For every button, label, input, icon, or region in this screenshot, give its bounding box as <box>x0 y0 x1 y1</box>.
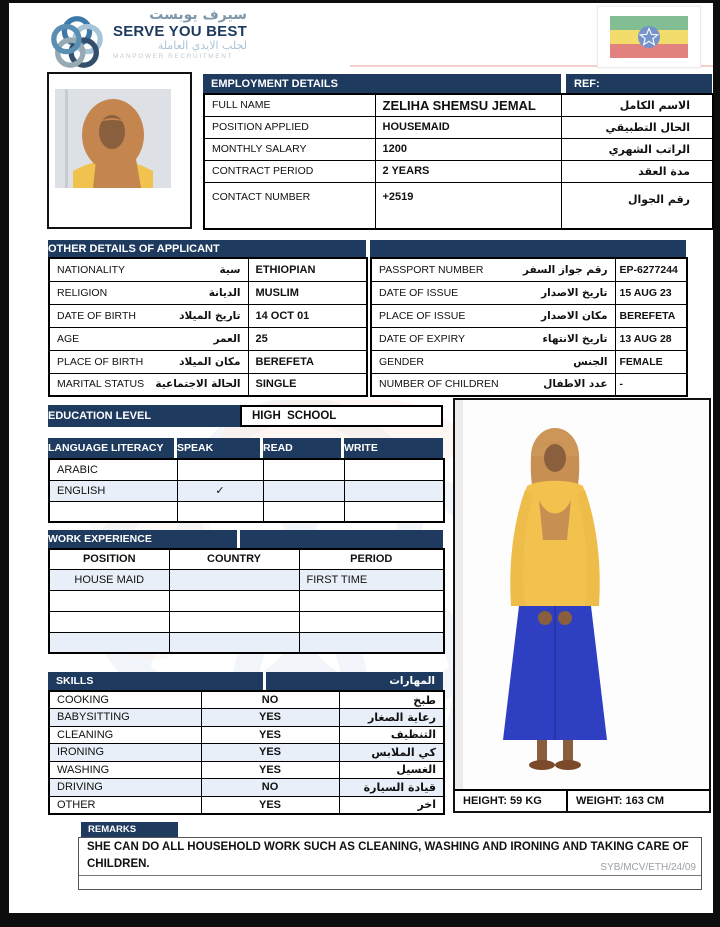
table-row <box>49 691 444 709</box>
field-value: BEREFETA <box>248 350 367 373</box>
table-row <box>49 258 367 281</box>
write-mark <box>344 459 444 480</box>
field-label: POSITION APPLIED <box>204 116 375 138</box>
skills-title-arabic: المهارات <box>389 675 435 687</box>
field-label-arabic: الديانة <box>208 286 241 299</box>
skill-arabic: كي الملابس <box>339 744 444 762</box>
logo-tagline: MANPOWER RECRUITMENT <box>113 52 234 60</box>
field-label-arabic: تاريخ الانتهاء <box>542 332 608 345</box>
remarks-text: SHE CAN DO ALL HOUSEHOLD WORK SUCH AS CLEANING, WASHING AND IRONING AND TAKING CARE OF CHILDREN. <box>79 838 701 876</box>
speak-column-header: SPEAK <box>177 438 260 458</box>
field-label: AGE <box>57 332 80 345</box>
table-row <box>49 327 367 350</box>
field-label: DATE OF BIRTH <box>57 309 136 322</box>
experience-position <box>49 611 169 632</box>
field-label: MARITAL STATUS <box>57 378 145 391</box>
field-label-arabic: الاسم الكامل <box>561 94 713 116</box>
skill-name: OTHER <box>49 796 201 814</box>
weight-value: WEIGHT: 163 CM <box>576 795 665 807</box>
page-top-border <box>9 0 720 3</box>
read-mark <box>263 480 344 501</box>
field-value: EP-6277244 <box>615 258 687 281</box>
agency-logo <box>48 8 247 70</box>
field-value: BEREFETA <box>615 304 687 327</box>
table-row <box>371 373 687 396</box>
field-label: MONTHLY SALARY <box>204 138 375 160</box>
language-literacy-title: LANGUAGE LITERACY <box>48 438 174 458</box>
field-value: ZELIHA SHEMSU JEMAL <box>375 94 561 116</box>
logo-name: SERVE YOU BEST <box>113 22 247 40</box>
field-value: ETHIOPIAN <box>248 258 367 281</box>
field-label-arabic: رقم الجوال <box>561 182 713 229</box>
page-left-border <box>0 0 9 927</box>
other-details-left-table <box>48 257 366 397</box>
field-label: PLACE OF BIRTH <box>57 355 144 368</box>
field-label: NATIONALITY <box>57 263 126 276</box>
table-row <box>49 350 367 373</box>
ethiopia-flag-card <box>597 6 701 68</box>
language-literacy-header <box>48 438 443 458</box>
experience-position <box>49 590 169 611</box>
table-row <box>49 744 444 762</box>
field-label-arabic: مدة العقد <box>561 160 713 182</box>
skill-arabic: طبخ <box>339 691 444 709</box>
field-value: 13 AUG 28 <box>615 327 687 350</box>
table-row <box>371 281 687 304</box>
field-label: CONTACT NUMBER <box>204 182 375 229</box>
employment-details-title: EMPLOYMENT DETAILS <box>203 74 561 93</box>
table-row <box>49 632 444 653</box>
period-column-header: PERIOD <box>299 549 444 569</box>
language-literacy-table <box>48 458 443 523</box>
table-row <box>49 304 367 327</box>
table-row <box>49 501 444 522</box>
field-label: CONTRACT PERIOD <box>204 160 375 182</box>
document-reference-code: SYB/MCV/ETH/24/09 <box>600 862 696 873</box>
table-row <box>49 611 444 632</box>
other-details-right-table <box>370 257 686 397</box>
country-column-header: COUNTRY <box>169 549 299 569</box>
skill-value: YES <box>201 709 339 727</box>
measurements-row <box>455 789 709 811</box>
skills-table <box>48 690 443 815</box>
other-details-header <box>48 240 366 257</box>
field-value: +2519 <box>375 182 561 229</box>
field-label-arabic: مكان الاصدار <box>541 309 608 322</box>
field-value: 14 OCT 01 <box>248 304 367 327</box>
field-value: HOUSEMAID <box>375 116 561 138</box>
table-row <box>49 590 444 611</box>
skill-value: YES <box>201 796 339 814</box>
skill-arabic: الغسيل <box>339 761 444 779</box>
table-row <box>371 304 687 327</box>
skill-value: NO <box>201 779 339 797</box>
field-label-arabic: الحال التطبيقي <box>561 116 713 138</box>
work-experience-header <box>48 530 443 548</box>
field-label: NUMBER OF CHILDREN <box>379 378 499 391</box>
field-label: RELIGION <box>57 286 108 299</box>
skill-name: CLEANING <box>49 726 201 744</box>
skill-arabic: قيادة السيارة <box>339 779 444 797</box>
field-label-arabic: عدد الاطفال <box>543 378 608 391</box>
field-label-arabic: الحالة الاجتماعية <box>155 378 241 391</box>
experience-period <box>299 590 444 611</box>
write-mark <box>344 480 444 501</box>
experience-position <box>49 632 169 653</box>
skill-arabic: التنظيف <box>339 726 444 744</box>
experience-position: HOUSE MAID <box>49 569 169 590</box>
field-label-arabic: تاريخ الاصدار <box>541 286 608 299</box>
applicant-fullbody-photo <box>455 400 709 791</box>
employment-details-table <box>203 93 712 230</box>
write-mark <box>344 501 444 522</box>
experience-period <box>299 611 444 632</box>
skill-name: WASHING <box>49 761 201 779</box>
field-value: 15 AUG 23 <box>615 281 687 304</box>
field-value: - <box>615 373 687 396</box>
field-value: SINGLE <box>248 373 367 396</box>
other-details-header-right <box>370 240 686 257</box>
table-row <box>49 480 444 501</box>
skills-title: SKILLS <box>56 675 94 687</box>
logo-knot-icon <box>48 12 106 70</box>
page-right-border <box>713 0 720 913</box>
field-label-arabic: سية <box>219 263 241 276</box>
skill-value: YES <box>201 744 339 762</box>
field-label-arabic: الجنس <box>573 355 608 368</box>
experience-period: FIRST TIME <box>299 569 444 590</box>
field-label-arabic: العمر <box>213 332 241 345</box>
skill-name: DRIVING <box>49 779 201 797</box>
experience-country <box>169 611 299 632</box>
experience-period <box>299 632 444 653</box>
work-experience-table <box>48 548 443 654</box>
table-header-row <box>49 549 444 569</box>
applicant-headshot-photo <box>55 89 171 188</box>
field-label: DATE OF ISSUE <box>379 286 459 299</box>
table-row <box>204 116 713 138</box>
table-row <box>49 373 367 396</box>
position-column-header: POSITION <box>49 549 169 569</box>
applicant-fullbody-box <box>453 398 711 813</box>
speak-check-mark: ✓ <box>177 480 263 501</box>
logo-arabic-name: سيرف يوبست <box>149 7 247 23</box>
table-row <box>49 761 444 779</box>
field-label-arabic: تاريخ الميلاد <box>179 309 241 322</box>
field-value: 2 YEARS <box>375 160 561 182</box>
field-label-arabic: الراتب الشهري <box>561 138 713 160</box>
table-row <box>49 726 444 744</box>
speak-mark <box>177 459 263 480</box>
table-row <box>204 94 713 116</box>
language-name: ENGLISH <box>49 480 177 501</box>
skill-value: NO <box>201 691 339 709</box>
skill-name: IRONING <box>49 744 201 762</box>
read-mark <box>263 459 344 480</box>
ethiopia-flag-icon <box>610 16 688 58</box>
table-row <box>204 138 713 160</box>
table-row <box>49 281 367 304</box>
field-label: GENDER <box>379 355 424 368</box>
field-label: FULL NAME <box>204 94 375 116</box>
skill-value: YES <box>201 726 339 744</box>
skill-name: BABYSITTING <box>49 709 201 727</box>
language-name <box>49 501 177 522</box>
applicant-headshot-box <box>47 72 192 229</box>
read-column-header: READ <box>263 438 341 458</box>
table-row <box>49 796 444 814</box>
write-column-header: WRITE <box>344 438 443 458</box>
skill-arabic: رعاية الصغار <box>339 709 444 727</box>
other-details-title: OTHER DETAILS OF APPLICANT <box>48 242 220 255</box>
table-row <box>371 327 687 350</box>
logo-arabic-tagline: لجلب الايدي العاملة <box>157 39 247 53</box>
work-experience-title: WORK EXPERIENCE <box>48 533 152 545</box>
table-row <box>204 160 713 182</box>
experience-country <box>169 569 299 590</box>
field-value: FEMALE <box>615 350 687 373</box>
experience-country <box>169 632 299 653</box>
ref-label: REF: <box>566 74 712 93</box>
field-label-arabic: رقم جواز السفر <box>522 263 608 276</box>
skill-arabic: اخر <box>339 796 444 814</box>
employment-details-header <box>203 74 712 93</box>
table-row <box>204 182 713 229</box>
table-row <box>49 569 444 590</box>
speak-mark <box>177 501 263 522</box>
table-row <box>49 779 444 797</box>
skill-name: COOKING <box>49 691 201 709</box>
field-value: 1200 <box>375 138 561 160</box>
remarks-header: REMARKS <box>81 822 178 837</box>
experience-country <box>169 590 299 611</box>
education-level-value: HIGH SCHOOL <box>240 405 443 427</box>
field-value: 25 <box>248 327 367 350</box>
table-row <box>49 709 444 727</box>
table-row <box>371 350 687 373</box>
field-label: PASSPORT NUMBER <box>379 263 484 276</box>
page-bottom-bar <box>0 913 720 927</box>
language-name: ARABIC <box>49 459 177 480</box>
read-mark <box>263 501 344 522</box>
table-row <box>49 459 444 480</box>
height-value: HEIGHT: 59 KG <box>455 791 568 811</box>
table-row <box>371 258 687 281</box>
field-label: PLACE OF ISSUE <box>379 309 466 322</box>
field-label: DATE OF EXPIRY <box>379 332 465 345</box>
field-value: MUSLIM <box>248 281 367 304</box>
field-label-arabic: مكان الميلاد <box>179 355 241 368</box>
education-level-title: EDUCATION LEVEL <box>48 410 152 422</box>
skills-header <box>48 672 443 690</box>
education-level-label <box>48 405 240 427</box>
skill-value: YES <box>201 761 339 779</box>
